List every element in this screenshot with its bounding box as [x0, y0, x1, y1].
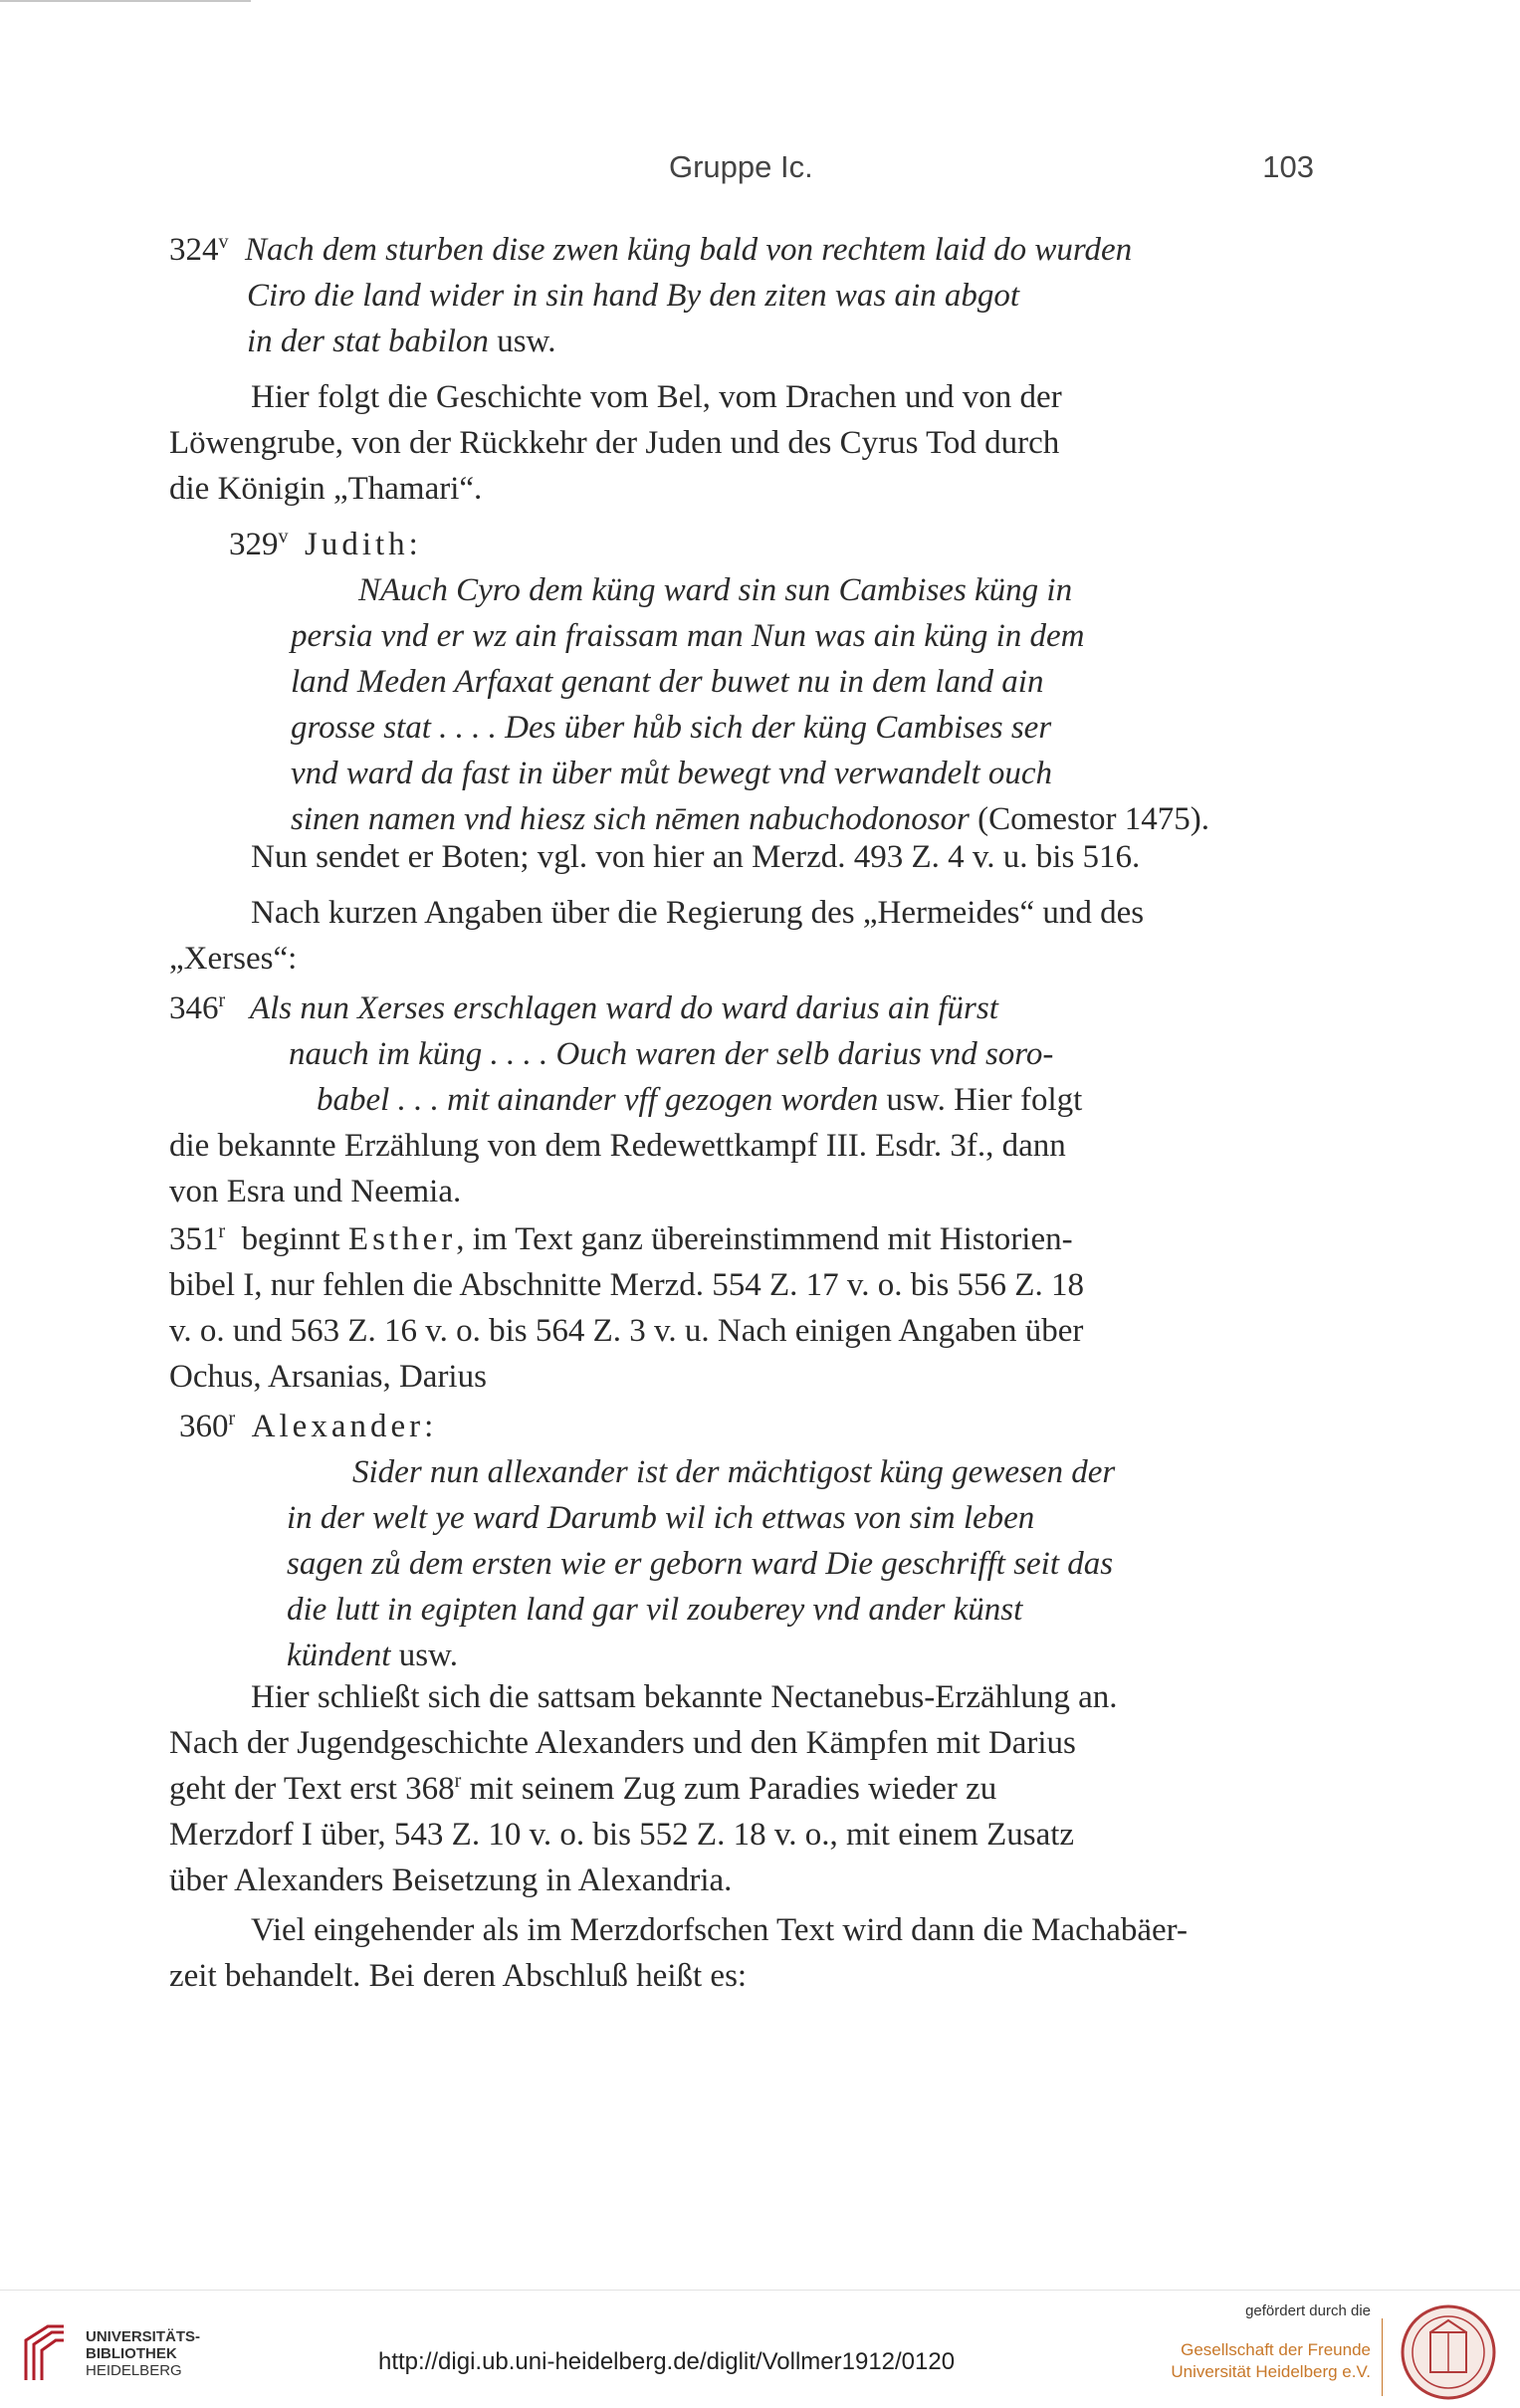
sponsor-name-line2: Universität Heidelberg e.V. — [1171, 2362, 1371, 2381]
quote-line: Ciro die land wider in sin hand By den ziten was ain abgot — [247, 278, 1020, 314]
quote-line: babel . . . mit ainander vff gezogen worden — [317, 1082, 879, 1118]
block-346r — [169, 985, 1314, 1214]
block-324v — [169, 227, 1314, 364]
block-360r — [169, 1404, 1314, 1678]
text-span: mit seinem Zug zum Paradies wieder zu — [469, 1771, 997, 1807]
folio-mark: 329$^v$ — [229, 526, 289, 562]
quote-line: NAuch Cyro dem küng ward sin sun Cambises küng in — [358, 572, 1073, 608]
quote-line: Als nun Xerses erschlagen ward do ward darius ain fürst — [249, 990, 998, 1026]
name-esther: Esther — [347, 1221, 457, 1257]
digitization-footer — [0, 2290, 1520, 2408]
folio-mark: 351$^r$ — [169, 1220, 226, 1257]
usw-text: usw. — [398, 1638, 458, 1673]
text-line: die bekannte Erzählung von dem Redewettkampf III. Esdr. 3f., dann — [169, 1128, 1066, 1164]
text-line: Hier folgt die Geschichte vom Bel, vom Drachen und von der — [251, 379, 1062, 415]
quote-line: persia vnd er wz ain fraissam man Nun was ain küng in dem — [291, 618, 1085, 654]
block-329v — [169, 522, 1314, 842]
sponsor-by: gefördert durch die — [1245, 2302, 1371, 2319]
sponsor-divider — [1382, 2318, 1383, 2396]
paragraph-machabaer — [169, 1907, 1314, 1999]
text-line: Löwengrube, von der Rückkehr der Juden und des Cyrus Tod durch — [169, 425, 1060, 461]
top-corner-rule — [0, 0, 251, 2]
section-heading: Judith: — [305, 527, 422, 562]
paragraph-xerses — [169, 890, 1314, 982]
paragraph-bel — [169, 374, 1314, 512]
library-name: UNIVERSITÄTS- BIBLIOTHEK HEIDELBERG — [86, 2328, 201, 2379]
quote-line: grosse stat . . . . Des über hůb sich der küng Cambises ser — [291, 710, 1052, 746]
university-seal-icon — [1395, 2302, 1502, 2402]
section-heading: Alexander: — [251, 1409, 438, 1444]
page-number: 103 — [1262, 149, 1314, 184]
quote-line: die lutt in egipten land gar vil zouberey vnd ander künst — [287, 1592, 1023, 1628]
quote-line: sinen namen vnd hiesz sich nēmen nabuchodonosor — [291, 801, 970, 837]
running-header — [169, 149, 1314, 195]
text-line: über Alexanders Beisetzung in Alexandria. — [169, 1862, 733, 1898]
permalink-url[interactable]: http://digi.ub.uni-heidelberg.de/diglit/Vollmer1912/0120 — [378, 2348, 956, 2375]
text-line: von Esra und Neemia. — [169, 1174, 462, 1209]
block-351r: 351$^r$ beginnt Esther, im Text ganz übereinstimmend mit Historien- bibel I, nur fehlen die Abschnitte Merzd. 554 Z. 17 v. o. bis 556 Z. 18 v. o. und 563 Z. 16 v. o. bis 564 Z. 3 v. u. Nach einigen Angaben über Ochus, Arsanias, Darius — [169, 1216, 1314, 1400]
text-line: Ochus, Arsanias, Darius — [169, 1359, 487, 1395]
usw-text: usw. — [497, 324, 556, 359]
text-line: die Königin „Thamari“. — [169, 471, 483, 507]
text-line: Viel eingehender als im Merzdorfschen Text wird dann die Machabäer- — [251, 1912, 1188, 1948]
running-title: Gruppe Ic. — [669, 149, 813, 184]
sponsor-name-line1: Gesellschaft der Freunde — [1181, 2340, 1371, 2359]
quote-line: sagen zů dem ersten wie er geborn ward Die geschrifft seit das — [287, 1546, 1114, 1582]
text-line: Nun sendet er Boten; vgl. von hier an Merzd. 493 Z. 4 v. u. bis 516. — [251, 839, 1141, 875]
source-reference: (Comestor 1475). — [977, 801, 1209, 837]
text-line: bibel I, nur fehlen die Abschnitte Merzd. 554 Z. 17 v. o. bis 556 Z. 18 — [169, 1267, 1084, 1303]
text-span: usw. Hier folgt — [886, 1082, 1083, 1118]
quote-line: kündent — [287, 1638, 391, 1673]
paragraph-nectanebus — [169, 1674, 1314, 1903]
text-span: geht der Text erst 368 — [169, 1771, 455, 1807]
text-line: Nach kurzen Angaben über die Regierung des „Hermeides“ und des — [251, 895, 1145, 931]
quote-line: Sider nun allexander ist der mächtigost küng gewesen der — [352, 1454, 1116, 1490]
text-line: zeit behandelt. Bei deren Abschluß heißt es: — [169, 1958, 748, 1994]
folio-mark: 324$^v$ — [169, 231, 229, 268]
text-line: „Xerses“: — [169, 941, 298, 977]
folio-mark: 360$^r$ — [179, 1408, 236, 1444]
text-line: v. o. und 563 Z. 16 v. o. bis 564 Z. 3 v. u. Nach einigen Angaben über — [169, 1313, 1084, 1349]
text-line: Nach der Jugendgeschichte Alexanders und den Kämpfen mit Darius — [169, 1725, 1076, 1761]
text-line: Merzdorf I über, 543 Z. 10 v. o. bis 552 Z. 18 v. o., mit einem Zusatz — [169, 1817, 1075, 1853]
folio-mark: 346$^r$ — [169, 989, 226, 1026]
text-line: Hier schließt sich die sattsam bekannte Nectanebus-Erzählung an. — [251, 1679, 1118, 1715]
quote-line: in der stat babilon — [247, 324, 489, 359]
quote-line: Nach dem sturben dise zwen küng bald von rechtem laid do wurden — [245, 232, 1133, 268]
sponsor-block — [1171, 2302, 1371, 2383]
folio-sup: r — [454, 1770, 462, 1792]
quote-line: in der welt ye ward Darumb wil ich ettwas von sim leben — [287, 1500, 1035, 1536]
quote-line: land Meden Arfaxat genant der buwet nu in dem land ain — [291, 664, 1044, 700]
paragraph-boten — [169, 834, 1314, 880]
quote-line: nauch im küng . . . . Ouch waren der selb darius vnd soro- — [289, 1036, 1054, 1072]
library-logo-icon — [18, 2322, 70, 2384]
quote-line: vnd ward da fast in über můt bewegt vnd verwandelt ouch — [291, 756, 1053, 791]
